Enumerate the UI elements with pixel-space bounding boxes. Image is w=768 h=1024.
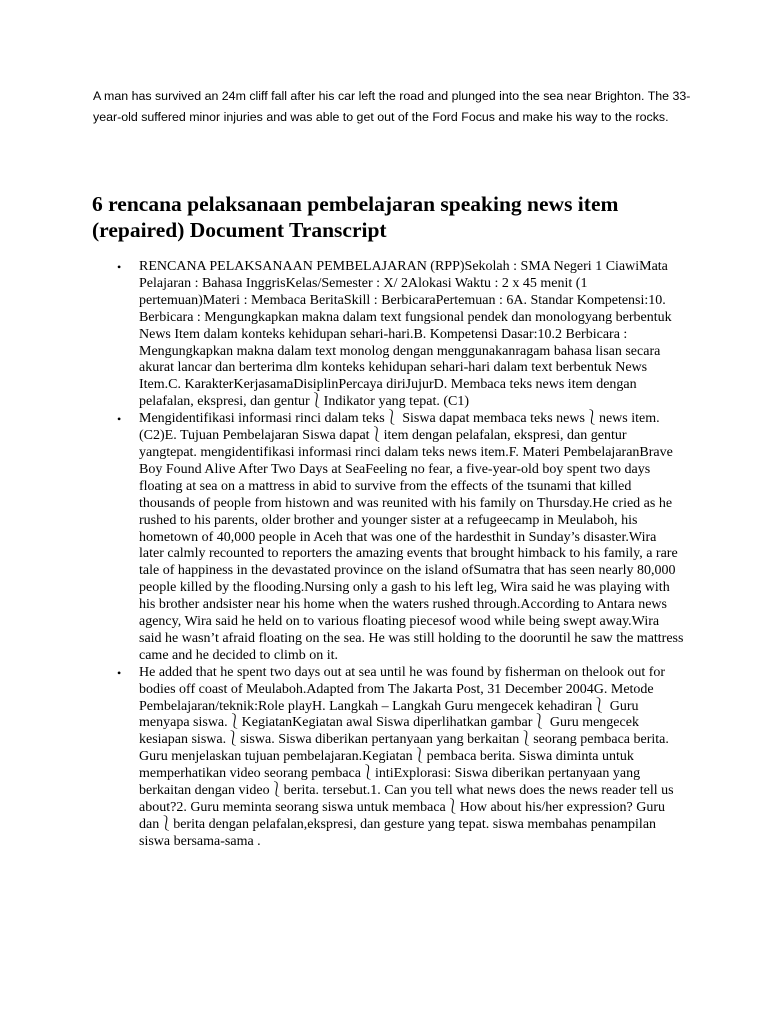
bullet-icon: • [117, 665, 122, 680]
transcript-item [117, 259, 684, 411]
document-title: 6 rencana pelaksanaan pembelajaran speaking news item (repaired) Document Transcript [92, 192, 619, 242]
intro-paragraph: A man has survived an 24m cliff fall after his car left the road and plunged into the sea near Brighton. The 33-year-old suffered minor injuries and was able to get out of the Ford Focus and make his way to the rocks. [93, 89, 691, 124]
transcript-item [117, 411, 684, 665]
transcript-item-text: Mengidentifikasi informasi rinci dalam teks⎱ Siswa dapat membaca teks news⎱news item. (C2)E. Tujuan Pembelajaran Siswa dapat⎱item dengan pelafalan, ekspresi, dan gentur yangtepat. mengidentifikasi informasi rinci dalam teks news item.F. Materi PembelajaranBrave Boy Found Alive After Two Days at SeaFeeling no fear, a five-year-old boy spent two days floating at sea on a mattress in abid to survive from the effects of the tsunami that killed thousands of people from histown and was reunited with his family on Thursday.He cried as he rushed to his parents, older brother and younger sister at a refugeecamp in Meulaboh, his hometown of 40,000 people in Aceh that was one of the hardesthit in Sunday’s disaster.Wira later calmly recounted to reporters the amazing events that brought himback to his family, a rare tale of happiness in the devastated province on the island ofSumatra that has seen nearly 80,000 people killed by the flooding.Nursing only a gash to his left leg, Wira said he was playing with his brother andsister near his home when the waters rushed through.According to Antara news agency, Wira said he held on to various floating piecesof wood while being swept away.Wira said he wasn’t afraid floating on the sea. He was still holding to the dooruntil he saw the mattress came and he decided to climb on it. [139, 411, 684, 663]
transcript-item-text: He added that he spent two days out at sea until he was found by fisherman on thelook out for bodies off coast of Meulaboh.Adapted from The Jakarta Post, 31 December 2004G. Metode Pembelajaran/teknik:Role playH. Langkah – Langkah Guru mengecek kehadiran⎱ Guru menyapa siswa.⎱KegiatanKegiatan awal Siswa diperlihatkan gambar⎱ Guru mengecek kesiapan siswa.⎱siswa. Siswa diberikan pertanyaan yang berkaitan⎱seorang pembaca berita. Guru menjelaskan tujuan pembelajaran.Kegiatan⎱pembaca berita. Siswa diminta untuk memperhatikan video seorang pembaca⎱intiExplorasi: Siswa diberikan pertanyaan yang berkaitan dengan video⎱berita. tersebut.1. Can you tell what news does the news reader tell us about?2. Guru meminta seorang siswa untuk membaca⎱How about his/her expression? Guru dan⎱berita dengan pelafalan,ekspresi, dan gesture yang tepat. siswa membahas penampilan siswa bersama-sama . [139, 664, 674, 849]
transcript-list [117, 259, 684, 851]
transcript-item [117, 664, 684, 851]
bullet-icon: • [117, 412, 122, 427]
transcript-item-text: RENCANA PELAKSANAAN PEMBELAJARAN (RPP)Sekolah : SMA Negeri 1 CiawiMata Pelajaran : Bahasa InggrisKelas/Semester : X/ 2Alokasi Waktu : 2 x 45 menit (1 pertemuan)Materi : Membaca BeritaSkill : BerbicaraPertemuan : 6A. Standar Kompetensi:10. Berbicara : Mengungkapkan makna dalam text fungsional pendek dan monologyang berbentuk News Item dalam konteks kehidupan sehari-hari.B. Kompetensi Dasar:10.2 Berbicara : Mengungkapkan makna dalam text monolog dengan menggunakanragam bahasa lisan secara akurat lancar dan berterima dlm konteks kehidupan sehari-hari dalam text berbentuk News Item.C. KarakterKerjasamaDisiplinPercaya diriJujurD. Membaca teks news item dengan pelafalan, ekspresi, dan gentur⎱Indikator yang tepat. (C1) [139, 259, 672, 410]
intro-section [93, 86, 693, 128]
bullet-icon: • [117, 260, 122, 274]
